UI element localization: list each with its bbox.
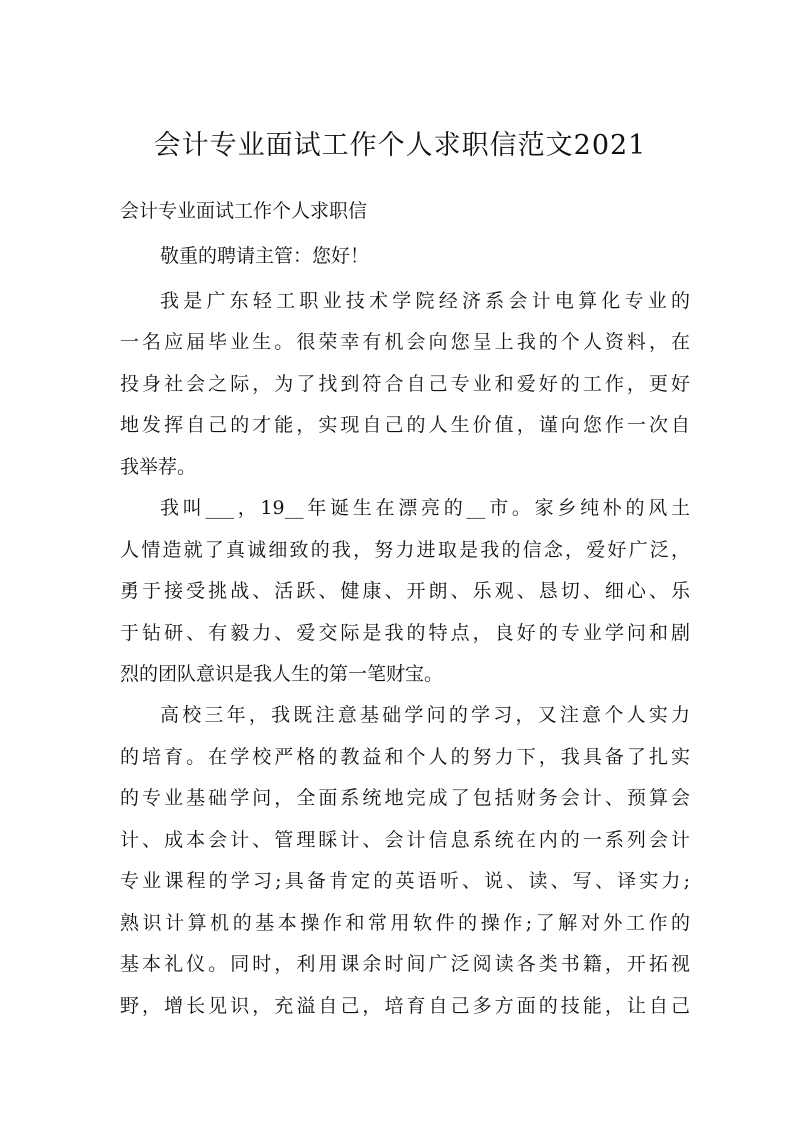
paragraph-2-line-5: 烈的团队意识是我人生的第一笔财宝。 (120, 663, 444, 685)
paragraph-3-line-7: 基本礼仪。同时，利用课余时间广泛阅读各类书籍，开拓视 (120, 953, 690, 975)
paragraph-3-line-8: 野，增长见识，充溢自己，培育自己多方面的技能，让自己 (120, 995, 690, 1017)
paragraph-3-line-5: 专业课程的学习;具备肯定的英语听、说、读、写、译实力; (120, 870, 690, 892)
paragraph-1-line-3: 投身社会之际，为了找到符合自己专业和爱好的工作，更好 (120, 373, 690, 395)
greeting-line: 敬重的聘请主管：您好！ (160, 245, 370, 267)
paragraph-2-line-1: 我叫___，19__年诞生在漂亮的__市。家乡纯朴的风土 (160, 497, 690, 519)
letter-heading: 会计专业面试工作个人求职信 (120, 200, 368, 222)
paragraph-3-line-1: 高校三年，我既注意基础学问的学习，又注意个人实力 (160, 704, 690, 726)
paragraph-2-line-4: 于钻研、有毅力、爱交际是我的特点，良好的专业学问和剧 (120, 622, 690, 644)
paragraph-1-line-5: 我举荐。 (120, 456, 197, 478)
paragraph-3-line-2: 的培育。在学校严格的教益和个人的努力下，我具备了扎实 (120, 746, 690, 768)
paragraph-2-line-2: 人情造就了真诚细致的我，努力进取是我的信念，爱好广泛， (120, 539, 690, 561)
paragraph-1-line-1: 我是广东轻工职业技术学院经济系会计电算化专业的 (160, 290, 690, 312)
paragraph-3-line-4: 计、成本会计、管理睬计、会计信息系统在内的一系列会计 (120, 829, 690, 851)
paragraph-1-line-2: 一名应届毕业生。很荣幸有机会向您呈上我的个人资料，在 (120, 331, 690, 353)
paragraph-3-line-6: 熟识计算机的基本操作和常用软件的操作;了解对外工作的 (120, 912, 690, 934)
document-title: 会计专业面试工作个人求职信范文2021 (153, 130, 647, 161)
paragraph-2-line-3: 勇于接受挑战、活跃、健康、开朗、乐观、恳切、细心、乐 (120, 580, 690, 602)
paragraph-1-line-4: 地发挥自己的才能，实现自己的人生价值，谨向您作一次自 (120, 414, 690, 436)
paragraph-3-line-3: 的专业基础学问，全面系统地完成了包括财务会计、预算会 (120, 787, 690, 809)
